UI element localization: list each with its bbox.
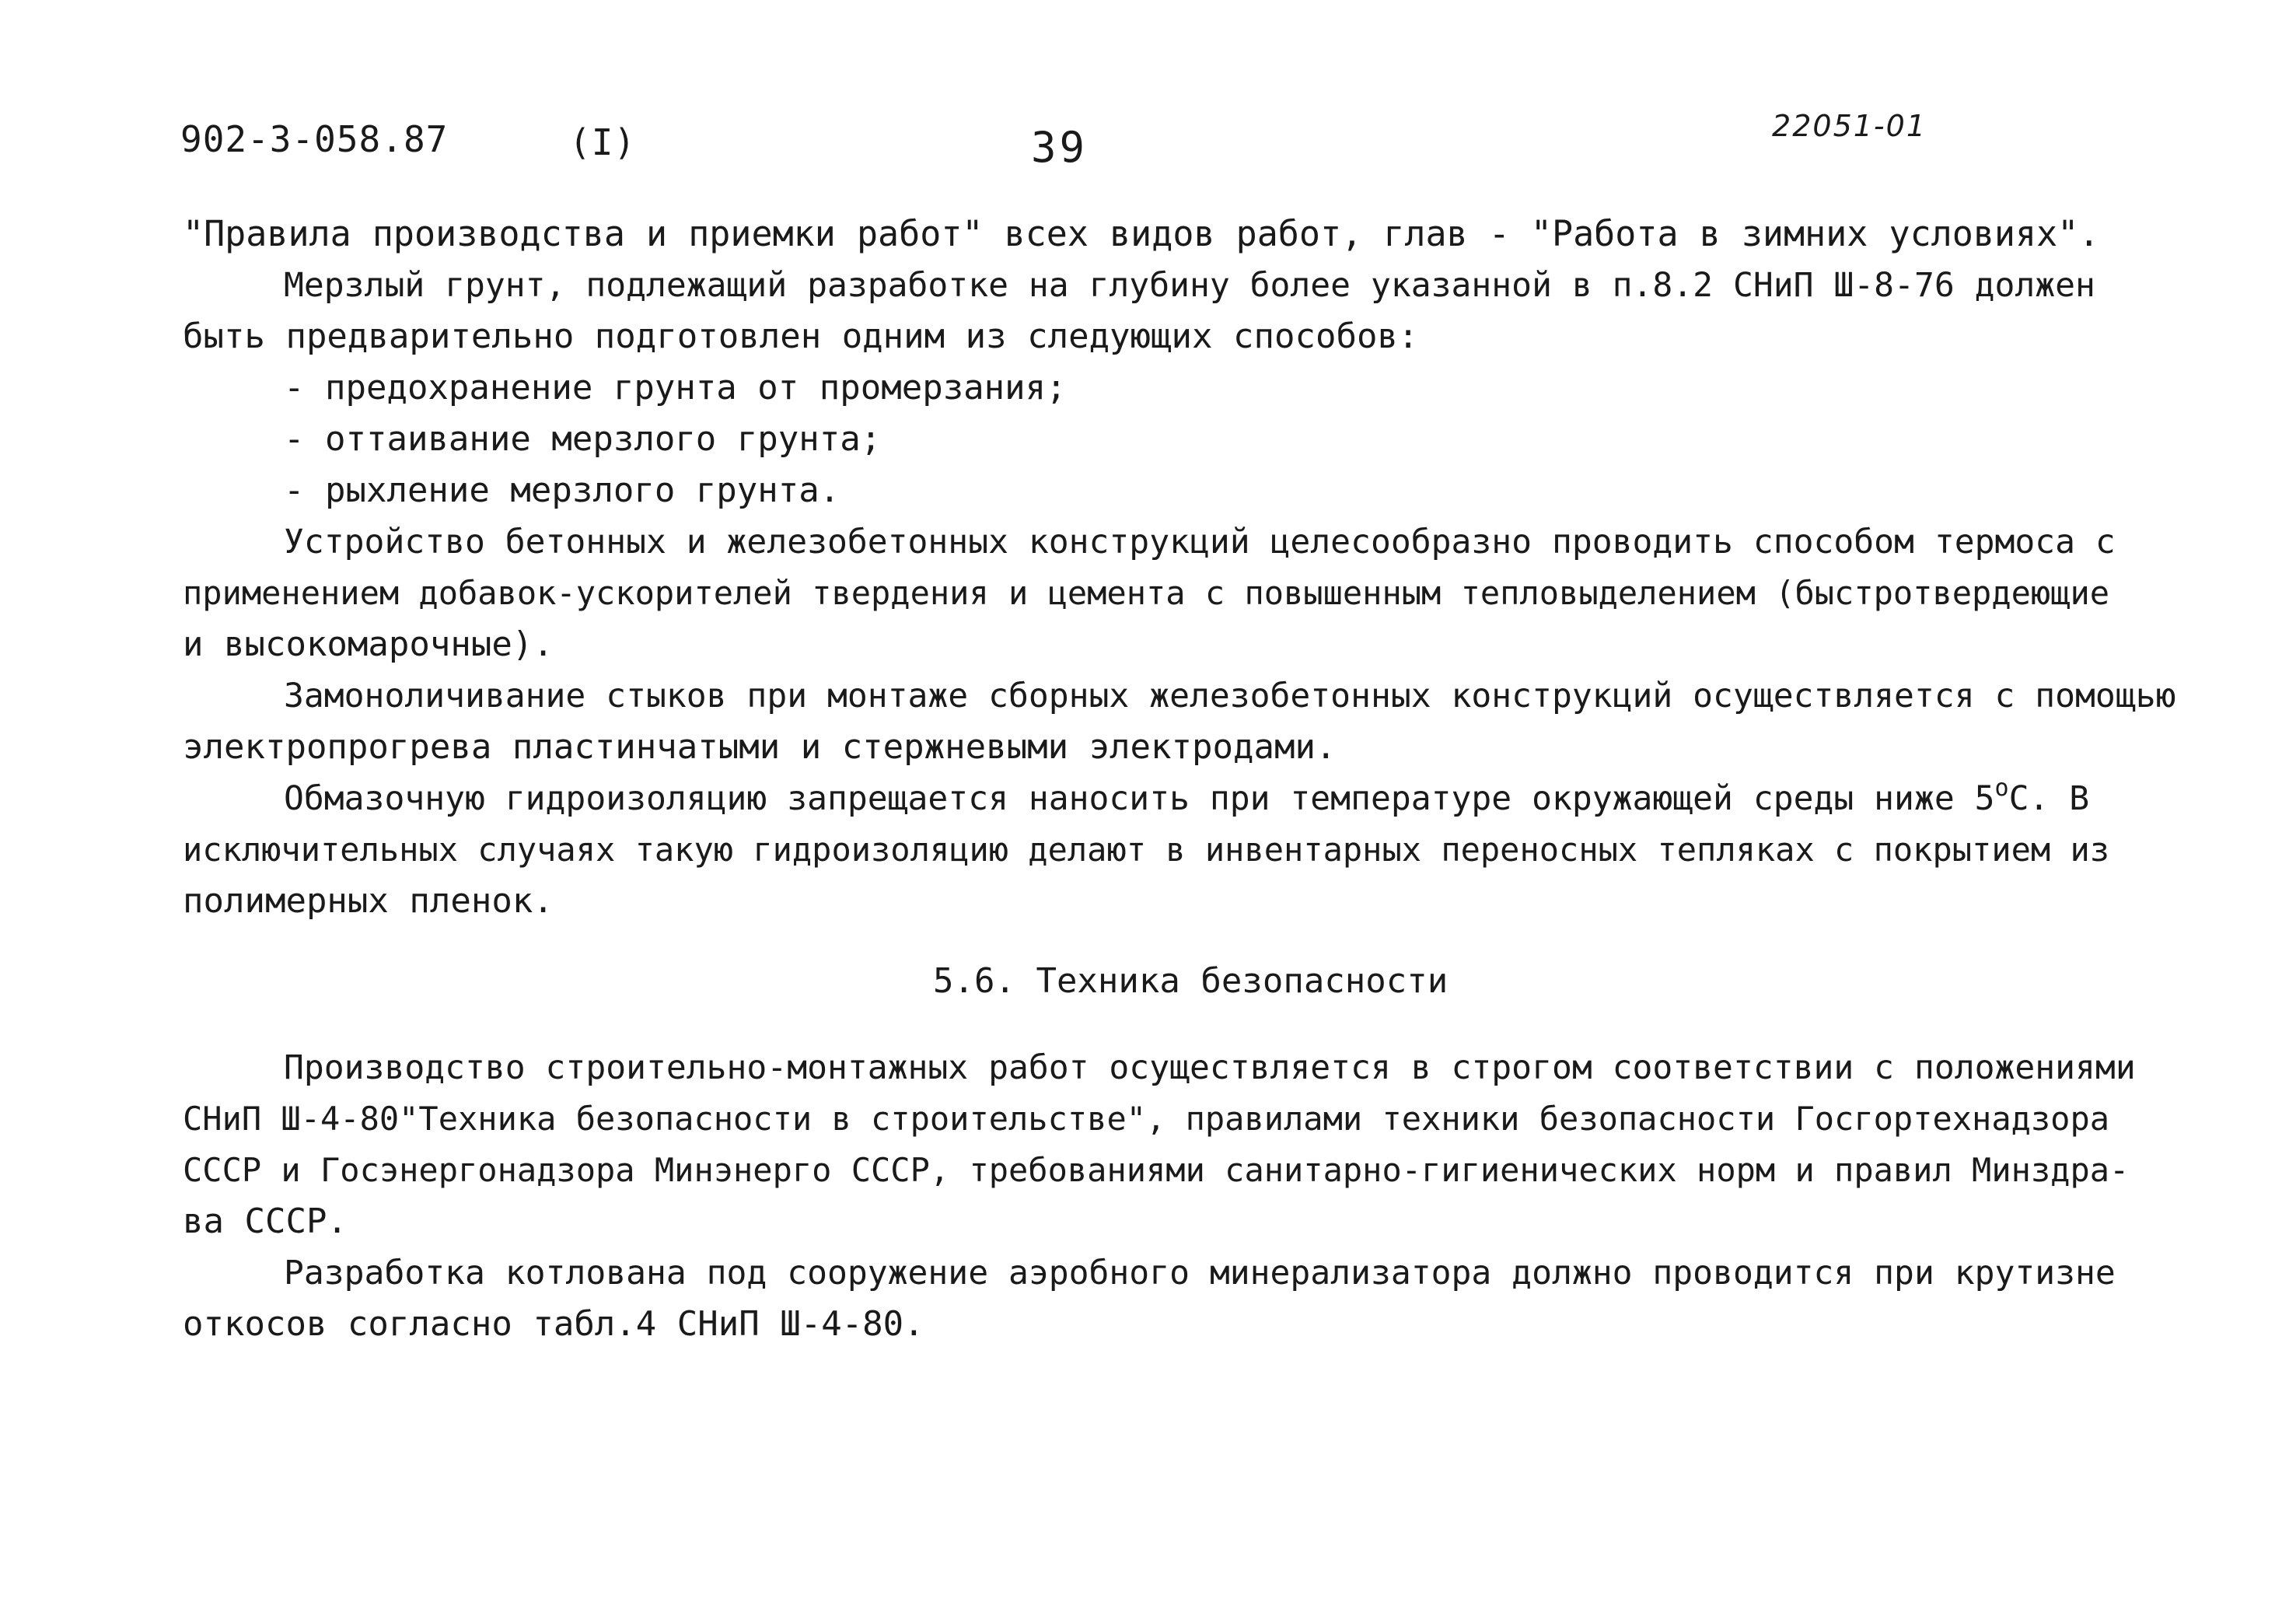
section-heading: 5.6. Техника безопасности (933, 961, 1449, 1001)
list-item: - рыхление мерзлого грунта. (284, 470, 840, 510)
text-line: "Правила производства и приемки работ" всех видов работ, глав - "Работа в зимних условиях". (183, 213, 2100, 254)
text-run: С. В (2008, 779, 2090, 818)
text-line: полимерных пленок. (183, 881, 554, 921)
text-line: Производство строительно-монтажных работ осуществляется в строгом соответствии с положениями (284, 1048, 2136, 1087)
text-line: СССР и Госэнергонадзора Минэнерго СССР, требованиями санитарно-гигиенических норм и правил Минздра- (183, 1151, 2130, 1189)
text-line: ва СССР. (183, 1202, 348, 1241)
text-line: Мерзлый грунт, подлежащий разработке на глубину более указанной в п.8.2 СНиП Ш-8-76 должен (284, 266, 2095, 305)
list-item: - оттаивание мерзлого грунта; (284, 419, 882, 459)
text-line: исключительных случаях такую гидроизоляцию делают в инвентарных переносных тепляках с покрытием из (183, 831, 2110, 869)
text-line: Замоноличивание стыков при монтаже сборных железобетонных конструкций осуществляется с помощью (284, 677, 2176, 715)
text-run: Обмазочную гидроизоляцию запрещается наносить при температуре окружающей среды ниже 5 (284, 779, 1995, 818)
document-code: 902-3-058.87 (180, 118, 449, 160)
page-number: 39 (1031, 123, 1089, 172)
text-line: Устройство бетонных и железобетонных конструкций целесообразно проводить способом термоса с (284, 523, 2116, 561)
list-item: - предохранение грунта от промерзания; (284, 368, 1067, 407)
text-line: применением добавок-ускорителей твердения и цемента с повышенным тепловыделением (быстротвердеющие (183, 574, 2110, 612)
inventory-number: 22051-01 (1772, 109, 1927, 143)
text-line: электропрогрева пластинчатыми и стержневыми электродами. (183, 727, 1337, 767)
text-line: СНиП Ш-4-80"Техника безопасности в строительстве", правилами техники безопасности Госгортехнадзора (183, 1100, 2110, 1138)
text-line: и высокомарочные). (183, 624, 554, 664)
volume-number: (I) (569, 121, 637, 163)
text-line: Разработка котлована под сооружение аэробного минерализатора должно проводится при крутизне (284, 1254, 2116, 1292)
text-line (284, 773, 2089, 824)
degree-sign: o (1994, 775, 2009, 802)
text-line: откосов согласно табл.4 СНиП Ш-4-80. (183, 1304, 924, 1344)
text-line: быть предварительно подготовлен одним из следующих способов: (183, 317, 1419, 356)
